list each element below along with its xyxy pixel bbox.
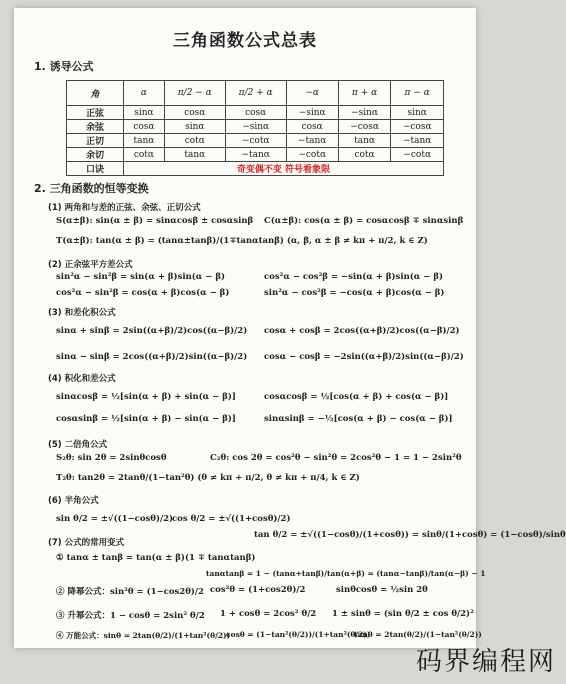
table-cell: −tanα bbox=[286, 134, 338, 148]
formula-stp-3: sinα − sinβ = 2cos((α+β)/2)sin((α−β)/2) bbox=[56, 352, 248, 362]
table-cell: −cotα bbox=[225, 134, 286, 148]
table-cell: 正弦 bbox=[67, 106, 124, 120]
table-cell: −sinα bbox=[338, 106, 391, 120]
formula-power-raise-1: ③ 升幂公式：1 − cosθ = 2sin² θ/2 bbox=[56, 611, 205, 621]
formula-universal-tan: tanθ = 2tan(θ/2)/(1−tan²(θ/2)) bbox=[354, 630, 482, 639]
table-row-mnemonic bbox=[67, 162, 444, 176]
formula-tan-sum: T(α±β): tan(α ± β) = (tanα±tanβ)/(1∓tanαtanβ) (α, β, α ± β ≠ kπ + π/2, k ∈ Z) bbox=[56, 236, 428, 246]
sub-heading-sum-to-product: (3) 和差化积公式 bbox=[48, 308, 116, 318]
formula-stp-4: cosα − cosβ = −2sin((α+β)/2)sin((α−β)/2) bbox=[264, 352, 464, 362]
table-header-cell: −α bbox=[286, 81, 338, 106]
table-header-cell: α bbox=[124, 81, 165, 106]
table-cell: sinα bbox=[124, 106, 165, 120]
table-header-cell: 角 bbox=[67, 81, 124, 106]
mnemonic-text: 奇变偶不变 符号看象限 bbox=[124, 162, 444, 176]
table-cell: cosα bbox=[225, 106, 286, 120]
table-cell: cotα bbox=[338, 148, 391, 162]
formula-stp-2: cosα + cosβ = 2cos((α+β)/2)cos((α−β)/2) bbox=[264, 326, 460, 336]
table-cell: cosα bbox=[164, 106, 225, 120]
site-watermark: 码界编程网 bbox=[415, 647, 556, 677]
table-header-cell: π/2 + α bbox=[225, 81, 286, 106]
section-heading-identities: 2. 三角函数的恒等变换 bbox=[34, 182, 149, 195]
formula-pts-2: cosαcosβ = ½[cos(α + β) + cos(α − β)] bbox=[264, 392, 449, 402]
formula-sq-3: cos²α − sin²β = cos(α + β)cos(α − β) bbox=[56, 288, 230, 298]
formula-variant-tan-product: tanαtanβ = 1 − (tanα+tanβ)/tan(α+β) = (tanα−tanβ)/tan(α−β) − 1 bbox=[206, 569, 486, 578]
sub-heading-product-to-sum: (4) 积化和差公式 bbox=[48, 374, 116, 384]
formula-universal-sin: ④ 万能公式：sinθ = 2tan(θ/2)/(1+tan²(θ/2)) bbox=[56, 631, 231, 640]
table-header-row bbox=[67, 81, 444, 106]
table-cell: −cosα bbox=[391, 120, 444, 134]
table-row bbox=[67, 120, 444, 134]
table-cell: −sinα bbox=[286, 106, 338, 120]
formula-power-reduce-sincos: sinθcosθ = ½sin 2θ bbox=[336, 585, 428, 595]
table-cell: sinα bbox=[391, 106, 444, 120]
sub-heading-sum-difference: (1) 两角和与差的正弦、余弦、正切公式 bbox=[48, 203, 201, 213]
sub-heading-half-angle: (6) 半角公式 bbox=[48, 496, 99, 506]
formula-power-raise-3: 1 ± sinθ = (sin θ/2 ± cos θ/2)² bbox=[332, 609, 474, 619]
table-header-cell: π/2 − α bbox=[164, 81, 225, 106]
table-cell: −tanα bbox=[225, 148, 286, 162]
table-cell: 余弦 bbox=[67, 120, 124, 134]
formula-sheet bbox=[14, 8, 566, 648]
page-title: 三角函数公式总表 bbox=[173, 31, 317, 51]
table-cell: cosα bbox=[286, 120, 338, 134]
formula-universal-cos: cosθ = (1−tan²(θ/2))/(1+tan²(θ/2)) bbox=[226, 630, 371, 639]
formula-sin-sum: S(α±β): sin(α ± β) = sinαcosβ ± cosαsinβ bbox=[56, 216, 254, 226]
table-cell: −cotα bbox=[391, 148, 444, 162]
table-cell: tanα bbox=[164, 148, 225, 162]
section-heading-induction: 1. 诱导公式 bbox=[34, 60, 94, 73]
formula-stp-1: sinα + sinβ = 2sin((α+β)/2)cos((α−β)/2) bbox=[56, 326, 248, 336]
table-cell: tanα bbox=[124, 134, 165, 148]
formula-tan-double: T₂θ: tan2θ = 2tanθ/(1−tan²θ) (θ ≠ kπ + π/2, θ ≠ kπ + π/4, k ∈ Z) bbox=[56, 473, 360, 483]
formula-cos-half: cos θ/2 = ±√((1+cosθ)/2) bbox=[172, 514, 291, 524]
formula-power-reduce-cos: cos²θ = (1+cos2θ)/2 bbox=[210, 585, 306, 595]
formula-sq-2: cos²α − cos²β = −sin(α + β)sin(α − β) bbox=[264, 272, 444, 282]
table-header-cell: π − α bbox=[391, 81, 444, 106]
formula-sq-4: sin²α − cos²β = −cos(α + β)cos(α − β) bbox=[264, 288, 445, 298]
table-cell: cotα bbox=[124, 148, 165, 162]
sub-heading-common-variants: (7) 公式的常用变式 bbox=[48, 538, 125, 548]
mnemonic-label: 口诀 bbox=[67, 162, 124, 176]
formula-sq-1: sin²α − sin²β = sin(α + β)sin(α − β) bbox=[56, 272, 226, 282]
formula-pts-3: cosαsinβ = ½[sin(α + β) − sin(α − β)] bbox=[56, 414, 236, 424]
table-cell: −cotα bbox=[286, 148, 338, 162]
table-row bbox=[67, 148, 444, 162]
formula-power-reduce-sin: ② 降幂公式：sin²θ = (1−cos2θ)/2 bbox=[56, 587, 204, 597]
table-row bbox=[67, 134, 444, 148]
sub-heading-square-difference: (2) 正余弦平方差公式 bbox=[48, 260, 133, 270]
induction-table bbox=[66, 80, 444, 176]
table-cell: −sinα bbox=[225, 120, 286, 134]
formula-pts-4: sinαsinβ = −½[cos(α + β) − cos(α − β)] bbox=[264, 414, 453, 424]
table-cell: 余切 bbox=[67, 148, 124, 162]
table-row bbox=[67, 106, 444, 120]
table-cell: cotα bbox=[164, 134, 225, 148]
table-cell: −tanα bbox=[391, 134, 444, 148]
table-cell: 正切 bbox=[67, 134, 124, 148]
formula-cos-double: C₂θ: cos 2θ = cos²θ − sin²θ = 2cos²θ − 1 = 1 − 2sin²θ bbox=[210, 453, 462, 463]
formula-pts-1: sinαcosβ = ½[sin(α + β) + sin(α − β)] bbox=[56, 392, 236, 402]
table-header-cell: π + α bbox=[338, 81, 391, 106]
formula-variant-tan-sum: ① tanα ± tanβ = tan(α ± β)(1 ∓ tanαtanβ) bbox=[56, 553, 256, 563]
table-cell: cosα bbox=[124, 120, 165, 134]
formula-sin-double: S₂θ: sin 2θ = 2sinθcosθ bbox=[56, 453, 167, 463]
table-cell: sinα bbox=[164, 120, 225, 134]
sub-heading-double-angle: (5) 二倍角公式 bbox=[48, 440, 108, 450]
formula-cos-sum: C(α±β): cos(α ± β) = cosαcosβ ∓ sinαsinβ bbox=[264, 216, 464, 226]
formula-sin-half: sin θ/2 = ±√((1−cosθ)/2) bbox=[56, 514, 174, 524]
table-cell: tanα bbox=[338, 134, 391, 148]
formula-tan-half: tan θ/2 = ±√((1−cosθ)/(1+cosθ)) = sinθ/(1+cosθ) = (1−cosθ)/sinθ bbox=[254, 530, 566, 540]
table-cell: −cosα bbox=[338, 120, 391, 134]
formula-power-raise-2: 1 + cosθ = 2cos² θ/2 bbox=[220, 609, 317, 619]
